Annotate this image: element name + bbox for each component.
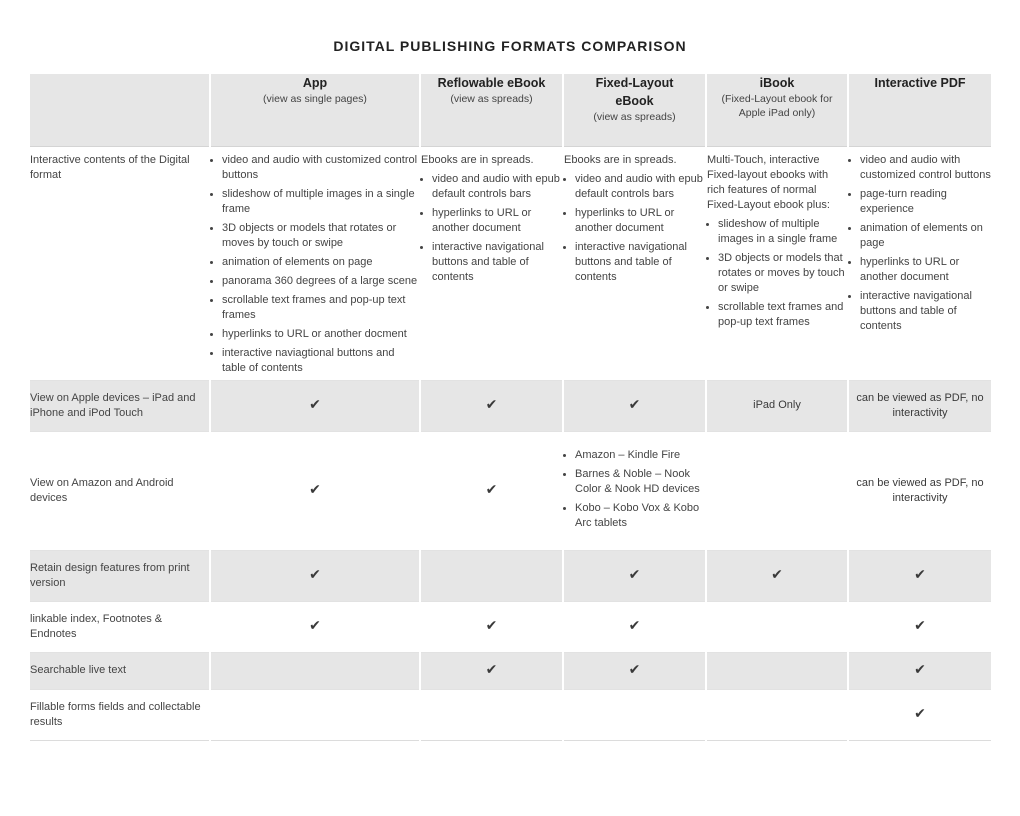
ibook-cell xyxy=(706,431,848,550)
header-row xyxy=(30,74,991,146)
ibook-cell xyxy=(706,153,848,381)
list-item: • interactive naviagtional buttons and table of contents xyxy=(222,346,419,376)
check-icon: ✔ xyxy=(628,396,641,412)
list-item: • Amazon – Kindle Fire xyxy=(575,448,705,463)
list-item: • page-turn reading experience xyxy=(860,187,991,217)
feature-label: View on Apple devices – iPad and iPhone and iPod Touch xyxy=(30,380,210,431)
check-icon: ✔ xyxy=(628,566,641,582)
list-item: • panorama 360 degrees of a large scene xyxy=(222,274,419,289)
app-cell xyxy=(210,153,420,381)
fixed-layout-cell xyxy=(563,601,706,652)
feature-label: linkable index, Footnotes & Endnotes xyxy=(30,601,210,652)
list-item: • hyperlinks to URL or another document xyxy=(432,206,562,236)
cell-intro: Ebooks are in spreads. xyxy=(564,153,677,166)
list-item: • video and audio with customized control buttons xyxy=(222,153,419,183)
feature-label: Fillable forms fields and collectable results xyxy=(30,689,210,740)
pdf-cell xyxy=(848,601,991,652)
check-icon: ✔ xyxy=(485,396,498,412)
check-icon: ✔ xyxy=(309,617,321,633)
bullet-list xyxy=(564,446,705,531)
fixed-layout-cell xyxy=(563,652,706,689)
pdf-cell xyxy=(848,550,991,601)
check-icon: ✔ xyxy=(309,481,321,497)
ibook-cell xyxy=(706,550,848,601)
row-linkable-index xyxy=(30,601,991,652)
fixed-layout-cell xyxy=(563,153,706,381)
header-reflowable-ebook xyxy=(420,74,563,146)
check-icon: ✔ xyxy=(309,396,321,412)
list-item: • interactive navigational buttons and table of contents xyxy=(860,289,991,334)
list-item: • animation of elements on page xyxy=(222,255,419,270)
check-icon: ✔ xyxy=(309,566,321,582)
feature-label: Interactive contents of the Digital format xyxy=(30,153,190,181)
cell-intro: Ebooks are in spreads. xyxy=(421,153,534,166)
check-icon: ✔ xyxy=(914,566,926,582)
list-item: • Barnes & Noble – Nook Color & Nook HD devices xyxy=(575,467,705,497)
list-item: • hyperlinks to URL or another docment xyxy=(222,327,419,342)
column-subtitle: (view as spreads) xyxy=(450,93,533,105)
check-icon: ✔ xyxy=(914,617,926,633)
check-icon: ✔ xyxy=(771,566,783,582)
app-cell xyxy=(210,652,420,689)
row-retain-design xyxy=(30,550,991,601)
column-title: Reflowable eBook xyxy=(437,76,546,90)
fixed-layout-cell xyxy=(563,689,706,740)
list-item: • video and audio with epub default controls bars xyxy=(432,172,562,202)
list-item: • interactive navigational buttons and table of contents xyxy=(575,240,705,285)
feature-label: Retain design features from print version xyxy=(30,550,210,601)
app-cell xyxy=(210,689,420,740)
list-item: • hyperlinks to URL or another document xyxy=(575,206,705,236)
reflowable-cell xyxy=(420,601,563,652)
check-icon: ✔ xyxy=(485,481,498,497)
feature-label: View on Amazon and Android devices xyxy=(30,431,210,550)
app-cell xyxy=(210,550,420,601)
pdf-cell: can be viewed as PDF, no interactivity xyxy=(848,431,991,550)
reflowable-cell xyxy=(420,431,563,550)
list-item: • hyperlinks to URL or another document xyxy=(860,255,991,285)
bullet-list xyxy=(421,172,562,285)
reflowable-cell xyxy=(420,380,563,431)
row-searchable-text xyxy=(30,652,991,689)
reflowable-cell xyxy=(420,550,563,601)
list-item: • 3D objects or models that rotates or moves by touch or swipe xyxy=(718,251,847,296)
header-empty-cell xyxy=(30,74,210,146)
row-amazon-android xyxy=(30,431,991,550)
list-item: • scrollable text frames and pop-up text frames xyxy=(222,293,419,323)
page-title: DIGITAL PUBLISHING FORMATS COMPARISON xyxy=(333,38,687,54)
reflowable-cell xyxy=(420,153,563,381)
column-title: Interactive PDF xyxy=(874,76,966,90)
check-icon: ✔ xyxy=(628,661,641,677)
column-subtitle: (view as spreads) xyxy=(593,111,676,123)
bullet-list xyxy=(211,153,419,376)
comparison-table xyxy=(30,74,991,741)
header-ibook xyxy=(706,74,848,146)
list-item: • slideshow of multiple images in a single frame xyxy=(222,187,419,217)
ibook-cell xyxy=(706,689,848,740)
list-item: • slideshow of multiple images in a single frame xyxy=(718,217,847,247)
bullet-list xyxy=(849,153,991,334)
pdf-cell xyxy=(848,153,991,381)
fixed-layout-cell xyxy=(563,431,706,550)
column-title: App xyxy=(302,76,328,90)
check-icon: ✔ xyxy=(628,617,641,633)
row-fillable-forms xyxy=(30,689,991,740)
fixed-layout-cell xyxy=(563,380,706,431)
pdf-cell: can be viewed as PDF, no interactivity xyxy=(848,380,991,431)
ibook-cell xyxy=(706,601,848,652)
list-item: • animation of elements on page xyxy=(860,221,991,251)
cell-intro: Multi-Touch, interactive Fixed-layout ebooks with rich features of normal Fixed-Layout ebook plus: xyxy=(707,153,830,211)
fixed-layout-cell xyxy=(563,550,706,601)
reflowable-cell xyxy=(420,652,563,689)
list-item: • video and audio with customized control buttons xyxy=(860,153,991,183)
list-item: • Kobo – Kobo Vox & Kobo Arc tablets xyxy=(575,501,705,531)
bullet-list xyxy=(707,217,847,330)
header-interactive-pdf xyxy=(848,74,991,146)
app-cell xyxy=(210,380,420,431)
reflowable-cell xyxy=(420,689,563,740)
check-icon: ✔ xyxy=(485,617,498,633)
app-cell xyxy=(210,431,420,550)
pdf-cell xyxy=(848,652,991,689)
row-apple-devices xyxy=(30,380,991,431)
column-title: iBook xyxy=(759,76,795,90)
list-item: • interactive navigational buttons and table of contents xyxy=(432,240,562,285)
header-fixed-layout-ebook xyxy=(563,74,706,146)
check-icon: ✔ xyxy=(914,661,926,677)
row-interactive-contents xyxy=(30,153,991,381)
header-app xyxy=(210,74,420,146)
bullet-list xyxy=(564,172,705,285)
ibook-cell xyxy=(706,652,848,689)
column-title: Fixed-Layout eBook xyxy=(595,76,674,108)
pdf-cell xyxy=(848,689,991,740)
list-item: • video and audio with epub default controls bars xyxy=(575,172,705,202)
ibook-cell: iPad Only xyxy=(706,380,848,431)
column-subtitle: (view as single pages) xyxy=(263,93,367,105)
check-icon: ✔ xyxy=(485,661,498,677)
list-item: • 3D objects or models that rotates or moves by touch or swipe xyxy=(222,221,419,251)
app-cell xyxy=(210,601,420,652)
check-icon: ✔ xyxy=(914,705,926,721)
feature-label: Searchable live text xyxy=(30,652,210,689)
column-subtitle: (Fixed-Layout ebook for Apple iPad only) xyxy=(721,93,833,119)
list-item: • scrollable text frames and pop-up text frames xyxy=(718,300,847,330)
